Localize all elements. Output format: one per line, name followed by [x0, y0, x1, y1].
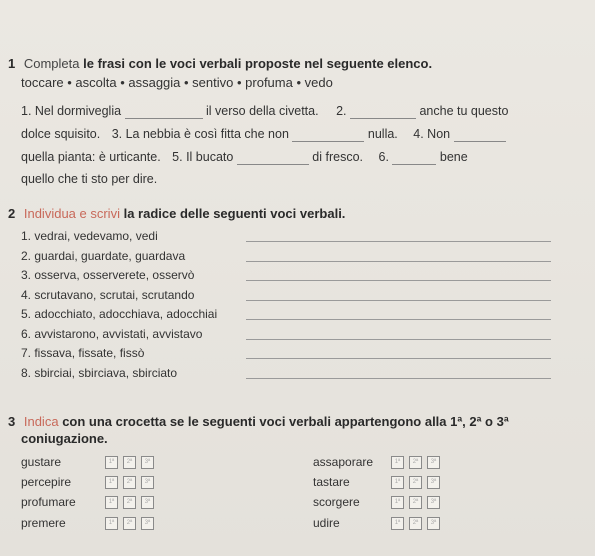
- checkbox-1st-conjugation[interactable]: 1ª: [105, 496, 118, 509]
- answer-line[interactable]: [246, 358, 551, 359]
- answer-line[interactable]: [246, 241, 551, 242]
- checkbox-3rd-conjugation[interactable]: 3ª: [427, 456, 440, 469]
- word-bank: toccare • ascolta • assaggia • sentivo • profuma • vedo: [21, 75, 333, 90]
- answer-blank-3[interactable]: [292, 129, 364, 142]
- exercise-3-title-red: Indica: [23, 414, 59, 429]
- verb-label: assaporare: [313, 455, 374, 469]
- checkbox-2nd-conjugation[interactable]: 2ª: [123, 456, 136, 469]
- verb-label: tastare: [313, 475, 350, 489]
- checkbox-2nd-conjugation[interactable]: 2ª: [409, 496, 422, 509]
- exercise-1-title: [8, 56, 432, 71]
- list-item: 1. vedrai, vedevamo, vedi: [21, 227, 551, 247]
- verb-label: scorgere: [313, 495, 360, 509]
- answer-blank-5[interactable]: [237, 152, 309, 165]
- verb-label: percepire: [21, 475, 72, 489]
- checkbox-3rd-conjugation[interactable]: 3ª: [141, 496, 154, 509]
- checkbox-1st-conjugation[interactable]: 1ª: [391, 476, 404, 489]
- exercise-1-line-3: quella pianta: è urticante. 5. Il bucato di fresco. 6. bene: [21, 150, 468, 164]
- answer-blank-2[interactable]: [350, 106, 416, 119]
- checkbox-2nd-conjugation[interactable]: 2ª: [409, 456, 422, 469]
- checkbox-3rd-conjugation[interactable]: 3ª: [141, 456, 154, 469]
- verb-label: udire: [313, 516, 340, 530]
- exercise-3-title: [8, 414, 509, 429]
- exercise-1-line-4: quello che ti sto per dire.: [21, 172, 158, 186]
- exercise-3-number: 3: [8, 414, 16, 429]
- answer-blank-4[interactable]: [454, 129, 506, 142]
- exercise-1-line-1: 1. Nel dormiveglia il verso della civetta. 2. anche tu questo: [21, 104, 509, 118]
- exercise-3-title-line-2: coniugazione.: [21, 431, 108, 446]
- exercise-3-title-text: con una crocetta se le seguenti voci verbali appartengono alla 1ª, 2ª o 3ª: [62, 414, 509, 429]
- list-item: 6. avvistarono, avvistati, avvistavo: [21, 325, 551, 345]
- verb-label: premere: [21, 516, 66, 530]
- exercise-2-number: 2: [8, 206, 16, 221]
- answer-line[interactable]: [246, 378, 551, 379]
- checkbox-2nd-conjugation[interactable]: 2ª: [123, 476, 136, 489]
- exercise-1-number: 1: [8, 56, 16, 71]
- checkbox-3rd-conjugation[interactable]: 3ª: [427, 476, 440, 489]
- checkbox-2nd-conjugation[interactable]: 2ª: [409, 517, 422, 530]
- exercise-1-title-lead: Completa: [23, 56, 80, 71]
- checkbox-1st-conjugation[interactable]: 1ª: [391, 496, 404, 509]
- exercise-2-title-text: la radice delle seguenti voci verbali.: [123, 206, 346, 221]
- list-item: 8. sbirciai, sbirciava, sbirciato: [21, 364, 551, 384]
- checkbox-2nd-conjugation[interactable]: 2ª: [409, 476, 422, 489]
- checkbox-3rd-conjugation[interactable]: 3ª: [427, 517, 440, 530]
- exercise-2-title: [8, 206, 345, 221]
- exercise-1-line-2: dolce squisito. 3. La nebbia è così fitta che non nulla. 4. Non: [21, 127, 506, 142]
- checkbox-2nd-conjugation[interactable]: 2ª: [123, 496, 136, 509]
- exercise-2-title-red: Individua e scrivi: [23, 206, 120, 221]
- answer-line[interactable]: [246, 300, 551, 301]
- checkbox-3rd-conjugation[interactable]: 3ª: [141, 476, 154, 489]
- checkbox-1st-conjugation[interactable]: 1ª: [391, 456, 404, 469]
- list-item: 5. adocchiato, adocchiava, adocchiai: [21, 305, 551, 325]
- checkbox-1st-conjugation[interactable]: 1ª: [105, 476, 118, 489]
- checkbox-3rd-conjugation[interactable]: 3ª: [141, 517, 154, 530]
- checkbox-1st-conjugation[interactable]: 1ª: [105, 456, 118, 469]
- checkbox-2nd-conjugation[interactable]: 2ª: [123, 517, 136, 530]
- answer-line[interactable]: [246, 280, 551, 281]
- list-item: 2. guardai, guardate, guardava: [21, 247, 551, 267]
- exercise-2-list: [21, 227, 551, 383]
- exercise-1-title-text: le frasi con le voci verbali proposte nel seguente elenco.: [83, 56, 433, 71]
- answer-line[interactable]: [246, 339, 551, 340]
- answer-line[interactable]: [246, 261, 551, 262]
- list-item: 7. fissava, fissate, fissò: [21, 344, 551, 364]
- checkbox-1st-conjugation[interactable]: 1ª: [105, 517, 118, 530]
- checkbox-3rd-conjugation[interactable]: 3ª: [427, 496, 440, 509]
- verb-label: profumare: [21, 495, 76, 509]
- answer-blank-1[interactable]: [125, 106, 203, 119]
- checkbox-1st-conjugation[interactable]: 1ª: [391, 517, 404, 530]
- verb-label: gustare: [21, 455, 62, 469]
- list-item: 4. scrutavano, scrutai, scrutando: [21, 286, 551, 306]
- list-item: 3. osserva, osserverete, osservò: [21, 266, 551, 286]
- answer-line[interactable]: [246, 319, 551, 320]
- answer-blank-6[interactable]: [392, 152, 436, 165]
